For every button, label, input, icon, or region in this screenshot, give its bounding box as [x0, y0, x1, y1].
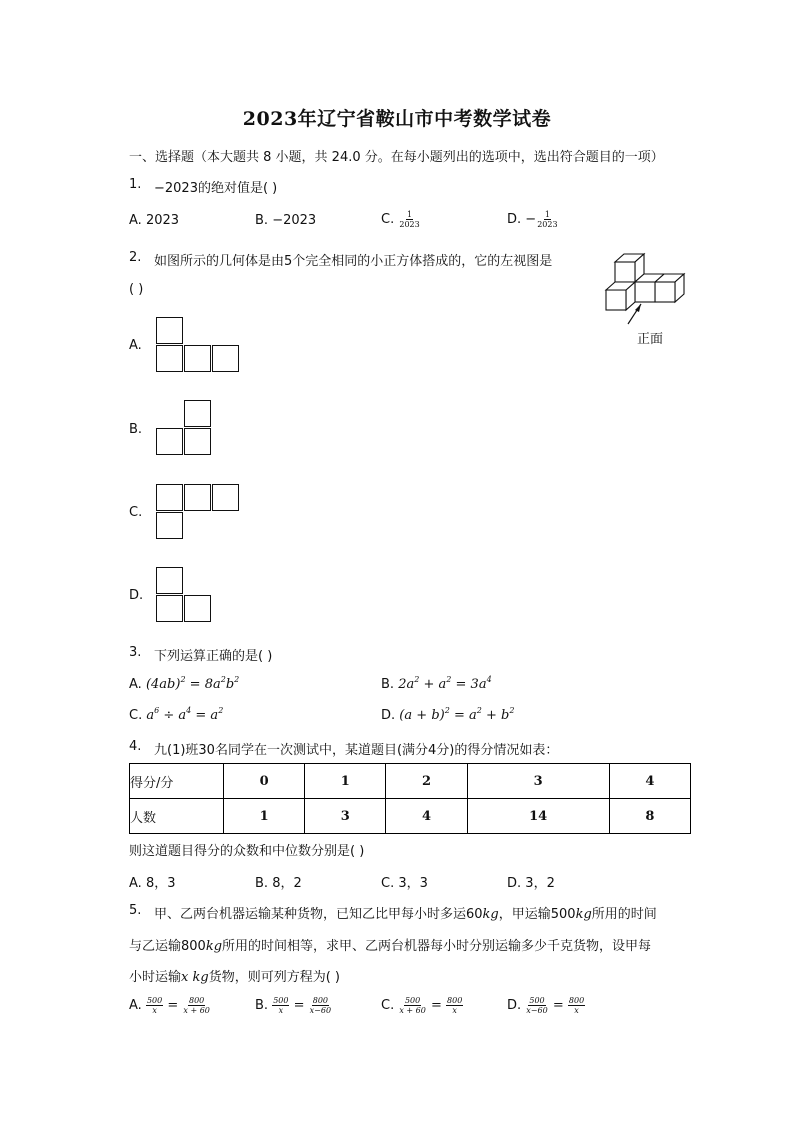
q4-number: 4. — [129, 739, 142, 754]
q2-option-b-label: B. — [129, 422, 143, 437]
table-row — [130, 799, 691, 834]
q1-stem: −2023的绝对值是( ) — [154, 181, 278, 196]
table-cell: 8 — [609, 799, 690, 834]
q5-option-b: B. $\frac{500}{x}$ = $\frac{800}{x-60}$ — [255, 996, 332, 1015]
q1-option-c: C. $\frac{1}{2023}$ — [381, 210, 420, 229]
q4-option-c: C. 3，3 — [381, 876, 428, 891]
q5-number: 5. — [129, 903, 142, 918]
q5-option-c: C. $\frac{500}{x + 60}$ = $\frac{800}{x}$ — [381, 996, 463, 1015]
q2-stem-paren: ( ) — [129, 282, 144, 297]
q4-score-table — [129, 763, 691, 834]
q5-stem-line3: 小时运输x kg货物，则可列方程为( ) — [129, 970, 340, 985]
table-cell: 2 — [386, 764, 467, 799]
q5-option-d: D. $\frac{500}{x-60}$ = $\frac{800}{x}$ — [507, 996, 585, 1015]
q2-option-a-label: A. — [129, 338, 142, 353]
q5-stem-line1: 甲、乙两台机器运输某种货物，已知乙比甲每小时多运60kg，甲运输500kg所用的时间 — [154, 907, 657, 922]
table-cell: 0 — [224, 764, 305, 799]
q2-number: 2. — [129, 250, 142, 265]
q4-option-d: D. 3，2 — [507, 876, 555, 891]
q5-stem-line2: 与乙运输800kg所用的时间相等，求甲、乙两台机器每小时分别运输多少千克货物，设甲每 — [129, 939, 652, 954]
table-cell: 3 — [467, 764, 609, 799]
q2-figure-label: 正面 — [637, 332, 664, 347]
q2-option-d-label: D. — [129, 588, 144, 603]
q4-question: 则这道题目得分的众数和中位数分别是( ) — [129, 844, 365, 859]
q3-option-a: A. $(4ab)^2 = 8a^2b^2$ — [129, 675, 240, 692]
table-cell: 4 — [386, 799, 467, 834]
q2-option-c-label: C. — [129, 505, 143, 520]
q1-option-d: D. − $\frac{1}{2023}$ — [507, 210, 558, 229]
table-cell: 人数 — [130, 799, 224, 834]
q3-stem: 下列运算正确的是( ) — [154, 649, 273, 664]
table-cell: 1 — [305, 764, 386, 799]
q2-stem: 如图所示的几何体是由5个完全相同的小正方体搭成的，它的左视图是 — [154, 254, 553, 269]
q3-option-b: B. $2a^2 + a^2 = 3a^4$ — [381, 675, 492, 692]
section-heading: 一、选择题（本大题共 8 小题，共 24.0 分。在每小题列出的选项中，选出符合题目的一项） — [129, 150, 664, 165]
table-row — [130, 764, 691, 799]
table-cell: 4 — [609, 764, 690, 799]
q3-option-d: D. $(a + b)^2 = a^2 + b^2$ — [381, 706, 515, 723]
q4-stem: 九(1)班30名同学在一次测试中，某道题目(满分4分)的得分情况如表： — [154, 743, 559, 758]
page-title: 2023年辽宁省鞍山市中考数学试卷 — [242, 108, 552, 130]
q4-option-b: B. 8，2 — [255, 876, 302, 891]
table-cell: 得分/分 — [130, 764, 224, 799]
q5-option-a: A. $\frac{500}{x}$ = $\frac{800}{x + 60}$ — [129, 996, 210, 1015]
table-cell: 1 — [224, 799, 305, 834]
table-cell: 3 — [305, 799, 386, 834]
q1-number: 1. — [129, 177, 142, 192]
q3-option-c: C. $a^6 \div a^4 = a^2$ — [129, 706, 224, 723]
q3-number: 3. — [129, 645, 142, 660]
table-cell: 14 — [467, 799, 609, 834]
q1-option-a: A. 2023 — [129, 213, 180, 228]
q1-option-b: B. −2023 — [255, 213, 317, 228]
q4-option-a: A. 8，3 — [129, 876, 176, 891]
